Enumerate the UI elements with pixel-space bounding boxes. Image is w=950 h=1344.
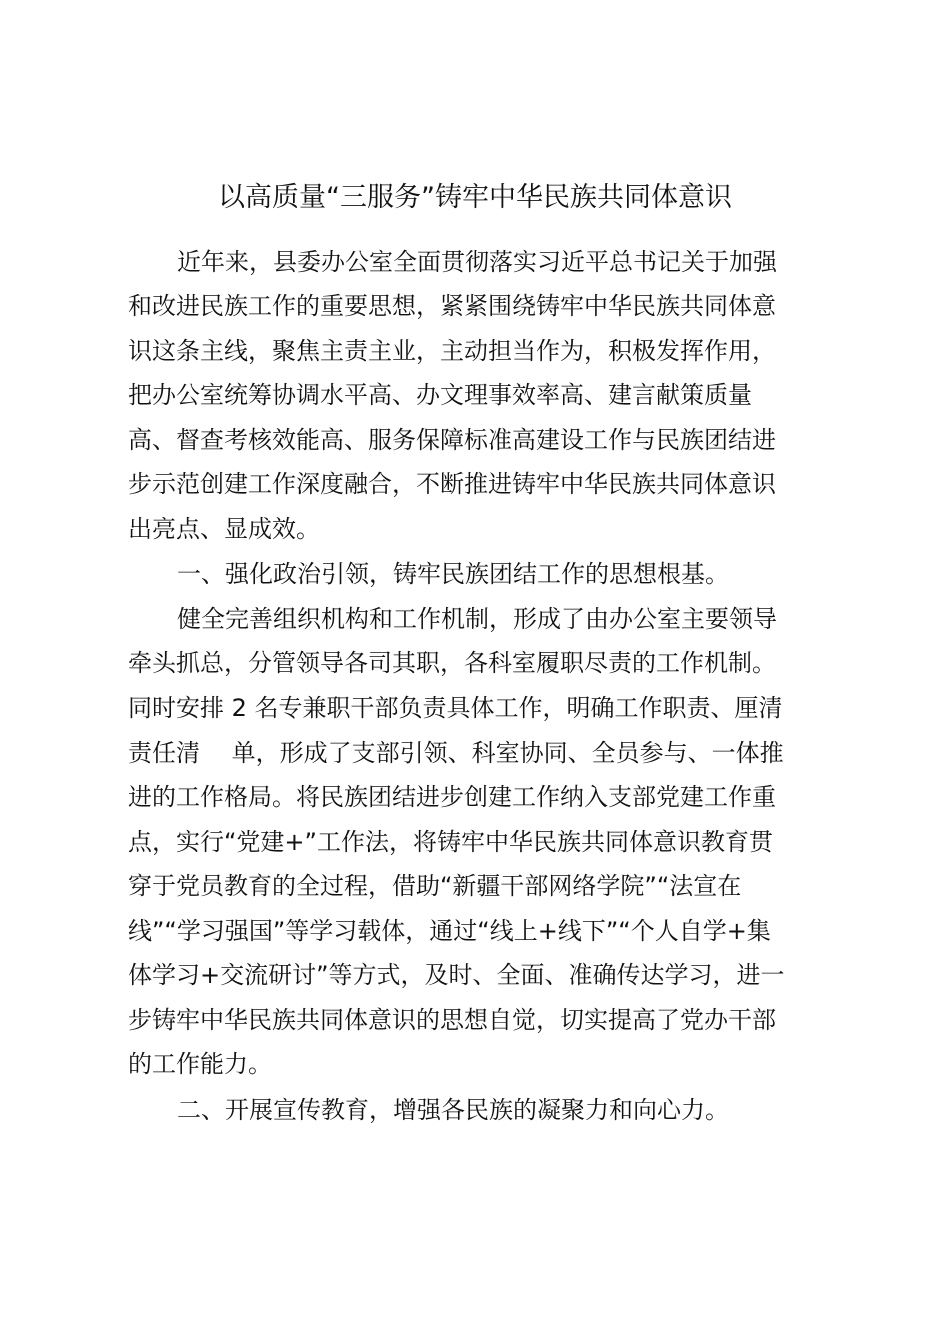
paragraph-2-line-4: 责任清 单，形成了支部引领、科室协同、全员参与、一体推	[128, 739, 784, 767]
paragraph-2-line-8: 线”“学习强国”等学习载体，通过“线上+线下”“个人自学+集	[128, 917, 771, 945]
paragraph-1-line-2: 和改进民族工作的重要思想，紧紧围绕铸牢中华民族共同体意	[128, 292, 776, 320]
paragraph-1-line-5: 高、督查考核效能高、服务保障标准高建设工作与民族团结进	[128, 426, 776, 454]
paragraph-1-line-4: 把办公室统筹协调水平高、办文理事效率高、建言献策质量	[128, 381, 752, 409]
section-heading-1: 一、强化政治引领，铸牢民族团结工作的思想根基。	[177, 560, 729, 588]
paragraph-2-line-2: 牵头抓总，分管领导各司其职，各科室履职尽责的工作机制。	[128, 649, 776, 677]
paragraph-2-line-5: 进的工作格局。将民族团结进步创建工作纳入支部党建工作重	[128, 783, 776, 811]
paragraph-2-line-11: 的工作能力。	[128, 1050, 272, 1078]
paragraph-1-line-7: 出亮点、显成效。	[128, 515, 320, 543]
document-title: 以高质量“三服务”铸牢中华民族共同体意识	[218, 182, 732, 213]
paragraph-2-line-6: 点，实行“党建+”工作法，将铸牢中华民族共同体意识教育贯	[128, 828, 773, 856]
paragraph-1-line-3: 识这条主线，聚焦主责主业，主动担当作为，积极发挥作用，	[128, 337, 776, 365]
paragraph-2-line-3: 同时安排 2 名专兼职干部负责具体工作，明确工作职责、厘清	[128, 694, 783, 722]
paragraph-2-line-10: 步铸牢中华民族共同体意识的思想自觉，切实提高了党办干部	[128, 1006, 776, 1034]
paragraph-2-line-1: 健全完善组织机构和工作机制，形成了由办公室主要领导	[177, 605, 777, 633]
paragraph-2-line-9: 体学习+交流研讨”等方式，及时、全面、准确传达学习，进一	[128, 961, 785, 989]
section-heading-2: 二、开展宣传教育，增强各民族的凝聚力和向心力。	[177, 1096, 729, 1124]
paragraph-1-line-6: 步示范创建工作深度融合，不断推进铸牢中华民族共同体意识	[128, 470, 776, 498]
paragraph-1-line-1: 近年来，县委办公室全面贯彻落实习近平总书记关于加强	[177, 248, 777, 276]
paragraph-2-line-7: 穿于党员教育的全过程，借助“新疆干部网络学院”“法宣在	[128, 872, 742, 900]
